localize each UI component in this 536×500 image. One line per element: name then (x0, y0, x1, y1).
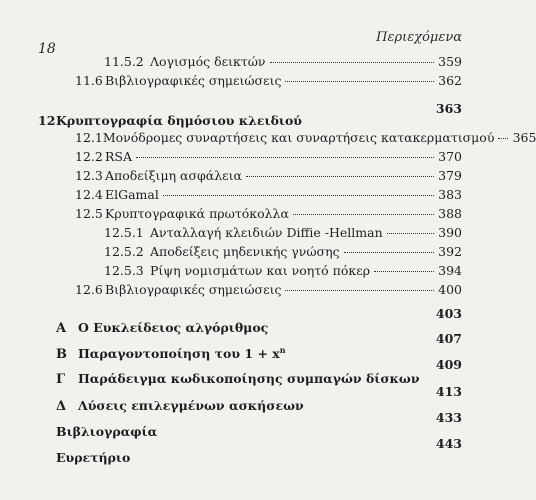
entry-title: Ανταλλαγή κλειδιών Diffie -Hellman (150, 225, 383, 240)
entry-number: 12.2 (75, 149, 103, 164)
entry-number: 11.5.2 (104, 54, 144, 69)
entry-page: 362 (438, 73, 462, 88)
entry-number: 12.3 (75, 168, 103, 183)
bibliography-title: Βιβλιογραφία (56, 424, 158, 439)
back-matter-title-row (56, 450, 462, 468)
entry-number: 12.5 (75, 206, 103, 221)
toc-entry (104, 244, 462, 262)
entry-page: 394 (438, 263, 462, 278)
leader-dots (136, 157, 434, 158)
running-header: Περιεχόμενα (376, 30, 462, 45)
toc-entry (75, 130, 536, 148)
appendix-letter: Γ (56, 372, 66, 387)
entry-page: 379 (438, 168, 462, 183)
toc-entry (75, 73, 462, 91)
toc-entry (104, 263, 462, 281)
leader-dots (344, 252, 434, 253)
entry-title: Βιβλιογραφικές σημειώσεις (105, 73, 282, 88)
leader-dots (270, 62, 434, 63)
entry-number: 12.1 (75, 130, 103, 145)
back-matter-page: 433 (435, 410, 462, 425)
entry-title: ElGamal (105, 187, 159, 202)
index-title: Ευρετήριο (56, 450, 131, 465)
entry-page: 365 (512, 130, 536, 145)
entry-title: Λογισμός δεικτών (150, 54, 266, 69)
entry-number: 12.6 (75, 282, 103, 297)
appendix-page: 409 (435, 357, 462, 372)
appendix-title: Ο Ευκλείδειος αλγόριθμος (78, 320, 269, 335)
appendix-title: Παραγοντοποίηση του $1 + x^n$ (78, 345, 286, 362)
entry-page: 388 (438, 206, 462, 221)
toc-entry (104, 225, 462, 243)
entry-number: 12.5.1 (104, 225, 144, 240)
entry-page: 370 (438, 149, 462, 164)
exponent: n (279, 345, 286, 355)
chapter-title: Κρυπτογραφία δημόσιου κλειδιού (56, 113, 302, 128)
entry-page: 400 (438, 282, 462, 297)
leader-dots (285, 81, 434, 82)
leader-dots (285, 290, 434, 291)
toc-entry (75, 149, 462, 167)
leader-dots (163, 195, 434, 196)
toc-entry (75, 187, 462, 205)
entry-title: Κρυπτογραφικά πρωτόκολλα (105, 206, 289, 221)
leader-dots (246, 176, 434, 177)
entry-number: 11.6 (75, 73, 103, 88)
appendix-title: Λύσεις επιλεγμένων ασκήσεων (78, 398, 304, 413)
toc-entry (75, 282, 462, 300)
page-number: 18 (38, 41, 56, 57)
chapter-page: 363 (435, 101, 462, 116)
toc-entry (75, 168, 462, 186)
appendix-page: 413 (435, 384, 462, 399)
entry-title: Μονόδρομες συναρτήσεις και συναρτήσεις κατακερματισμού (102, 130, 495, 145)
entry-number: 12.5.2 (104, 244, 144, 259)
entry-page: 390 (438, 225, 462, 240)
toc-entry (75, 206, 462, 224)
entry-title: RSA (105, 149, 133, 164)
back-matter-page: 443 (435, 436, 462, 451)
entry-page: 392 (438, 244, 462, 259)
entry-title: Αποδείξιμη ασφάλεια (105, 168, 242, 183)
chapter-title-row (56, 113, 462, 131)
appendix-letter: Δ (56, 399, 67, 414)
entry-page: 383 (438, 187, 462, 202)
entry-number: 12.5.3 (104, 263, 144, 278)
appendix-letter: Α (56, 321, 67, 336)
entry-title: Αποδείξεις μηδενικής γνώσης (150, 244, 340, 259)
appendix-title: Παράδειγμα κωδικοποίησης συμπαγών δίσκων (78, 371, 420, 386)
leader-dots (293, 214, 434, 215)
leader-dots (387, 233, 434, 234)
entry-title: Ρίψη νομισμάτων και νοητό πόκερ (150, 263, 371, 278)
entry-title: Βιβλιογραφικές σημειώσεις (105, 282, 282, 297)
appendix-page: 403 (435, 306, 462, 321)
entry-page: 359 (438, 54, 462, 69)
leader-dots (374, 271, 434, 272)
entry-number: 12.4 (75, 187, 103, 202)
toc-entry (104, 54, 462, 72)
chapter-entry: 12 363 (38, 101, 462, 128)
leader-dots (498, 138, 508, 139)
appendix-letter: Β (56, 347, 67, 363)
appendix-page: 407 (435, 331, 462, 346)
